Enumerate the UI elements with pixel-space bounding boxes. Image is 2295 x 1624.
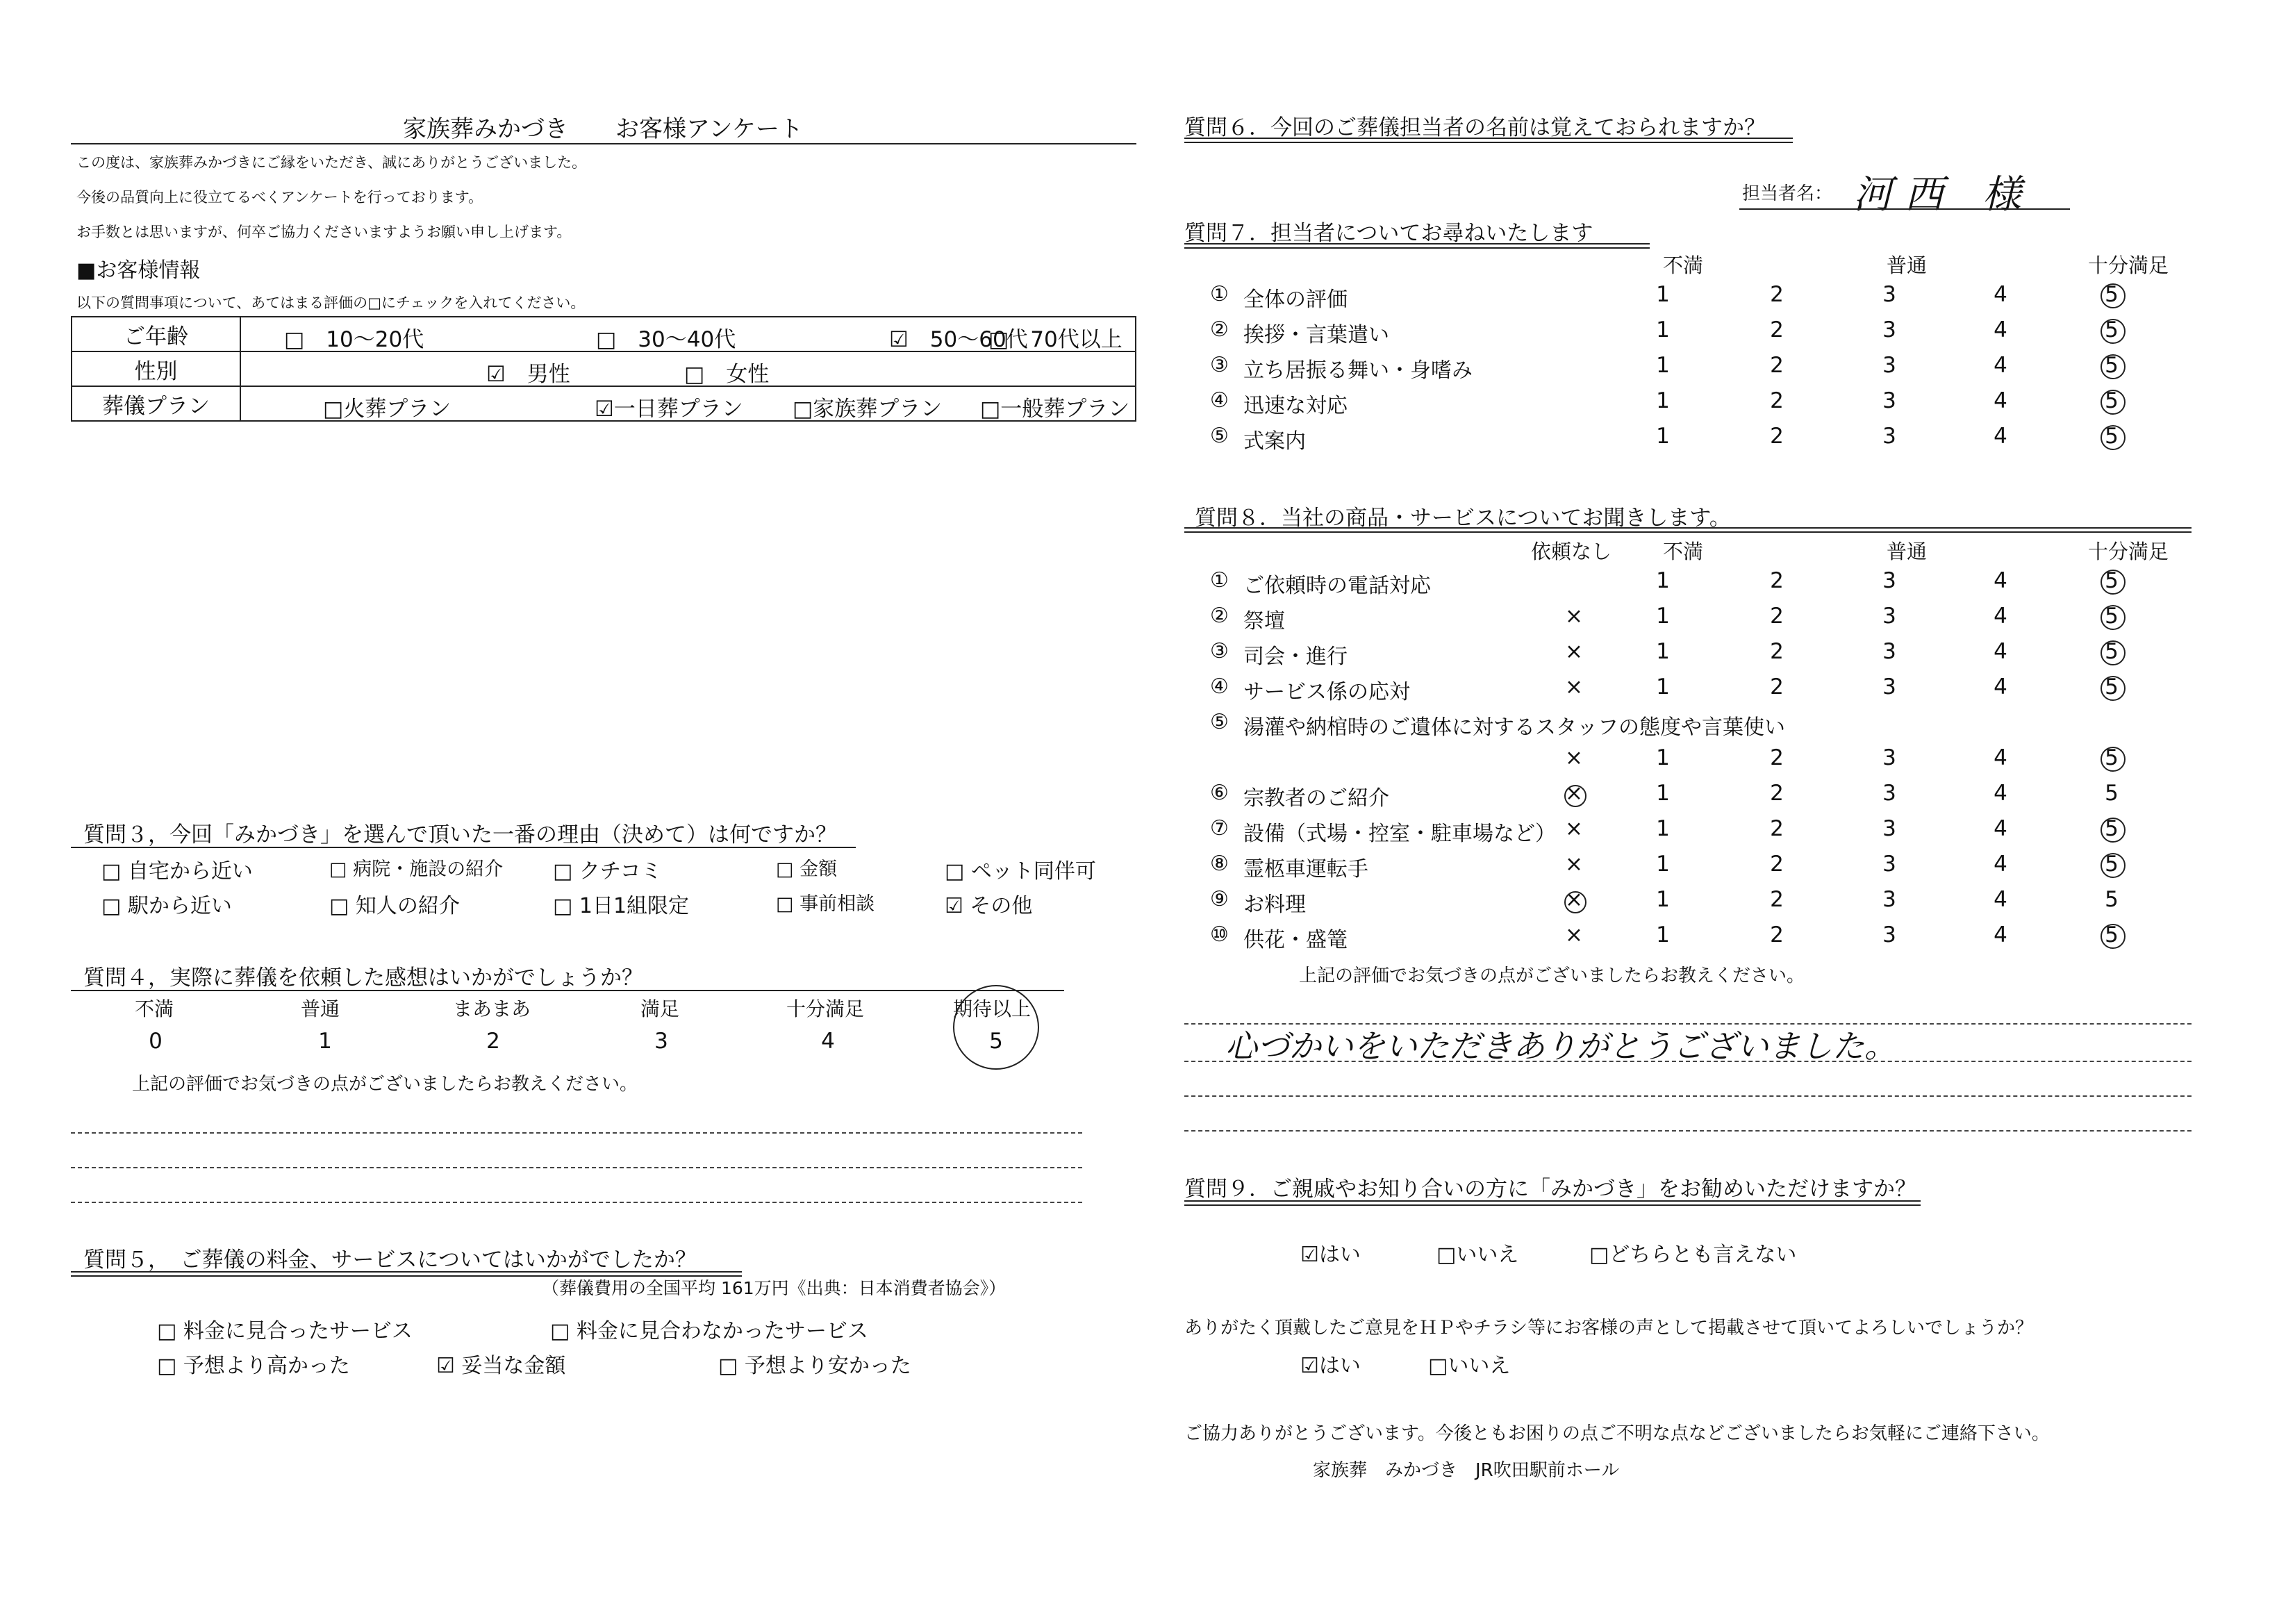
score-2[interactable]: 2 [1770, 388, 1784, 413]
item-number: ③ [1210, 639, 1229, 663]
q4-label-4: 十分満足 [786, 997, 865, 1020]
item-number: ③ [1210, 353, 1229, 377]
staff-name-value[interactable]: 河 西 様 [1853, 172, 2021, 217]
q8-note: 上記の評価でお気づきの点がございましたらお教えください。 [1299, 966, 1805, 986]
score-4[interactable]: 4 [1994, 745, 2007, 770]
score-4[interactable]: 4 [1994, 388, 2007, 413]
q4-label-0: 不満 [135, 997, 174, 1020]
no-request-mark[interactable]: × [1565, 781, 1583, 806]
q8-head-bad: 不満 [1663, 540, 1704, 563]
score-5[interactable]: 5 [2105, 639, 2119, 664]
item-number: ② [1210, 604, 1229, 628]
score-2[interactable]: 2 [1770, 353, 1784, 378]
plan-label: 葬儀プラン [72, 386, 240, 421]
publish-question: ありがたく頂戴したご意見をＨＰやチラシ等にお客様の声として掲載させて頂いてよろしいでしょうか？ [1184, 1318, 2034, 1339]
score-3[interactable]: 3 [1882, 816, 1896, 841]
q4-label-2: まあまあ [453, 997, 531, 1020]
score-5[interactable]: 5 [2105, 282, 2119, 307]
score-1[interactable]: 1 [1656, 852, 1670, 877]
item-label: 祭壇 [1243, 609, 1285, 633]
q8-comment-line-2 [1184, 1061, 2192, 1062]
score-4[interactable]: 4 [1994, 639, 2007, 664]
score-3[interactable]: 3 [1882, 887, 1896, 912]
q8-question: 質問８．当社の商品・サービスについてお聞きします。 [1195, 506, 1731, 531]
selected-score-circle [2101, 354, 2126, 379]
q5-subnote: （葬儀費用の全国平均 161万円《出典：日本消費者協会》） [542, 1278, 1006, 1298]
q7-head-normal: 普通 [1887, 254, 1928, 277]
score-3[interactable]: 3 [1882, 568, 1896, 593]
score-3[interactable]: 3 [1882, 604, 1896, 629]
score-2[interactable]: 2 [1770, 317, 1784, 342]
score-3[interactable]: 3 [1882, 317, 1896, 342]
score-5[interactable]: 5 [2105, 568, 2119, 593]
publish-option-no[interactable]: □いいえ [1428, 1354, 1511, 1378]
q4-note: 上記の評価でお気づきの点がございましたらお教えください。 [132, 1074, 638, 1095]
q3-option-hospital[interactable]: □ 病院・施設の紹介 [329, 859, 504, 880]
score-3[interactable]: 3 [1882, 388, 1896, 413]
score-4[interactable]: 4 [1994, 816, 2007, 841]
no-request-mark[interactable]: × [1565, 674, 1583, 699]
q4-score-4[interactable]: 4 [821, 1029, 835, 1054]
score-3[interactable]: 3 [1882, 745, 1896, 770]
q3-option-consult[interactable]: □ 事前相談 [776, 893, 875, 915]
q9-option-yes[interactable]: ☑はい [1300, 1243, 1361, 1267]
score-1[interactable]: 1 [1656, 922, 1670, 947]
q6-underline [1184, 138, 1793, 143]
q8-head-best: 十分満足 [2088, 540, 2169, 563]
customer-info-table [71, 316, 1136, 422]
q4-label-5: 期待以上 [953, 997, 1031, 1020]
footer-thanks: ご協力ありがとうございます。今後ともお困りの点ご不明な点などございましたらお気軽にご連絡下さい。 [1184, 1423, 2050, 1444]
score-2[interactable]: 2 [1770, 816, 1784, 841]
q9-underline [1184, 1200, 1921, 1206]
intro-line-1: この度は、家族葬みかづきにご縁をいただき、誠にありがとうございました。 [76, 154, 587, 171]
item-label: 湯灌や納棺時のご遺体に対するスタッフの態度や言葉使い [1243, 715, 1785, 740]
score-4[interactable]: 4 [1994, 852, 2007, 877]
plan-option-general[interactable]: □一般葬プラン [980, 397, 1130, 422]
item-number: ④ [1210, 674, 1229, 699]
score-1[interactable]: 1 [1656, 424, 1670, 449]
score-1[interactable]: 1 [1656, 639, 1670, 664]
score-4[interactable]: 4 [1994, 781, 2007, 806]
item-number: ⑤ [1210, 424, 1229, 448]
footer-org: 家族葬 みかづき JR吹田駅前ホール [1313, 1460, 1620, 1481]
page-title: 家族葬みかづき お客様アンケート [403, 115, 803, 143]
item-label: サービス係の応対 [1243, 680, 1410, 704]
score-1[interactable]: 1 [1656, 745, 1670, 770]
selected-score-circle [2101, 570, 2126, 595]
q4-score-0[interactable]: 0 [149, 1029, 163, 1054]
title-underline [71, 143, 1136, 144]
q5-question: 質問５， ご葬儀の料金、サービスについてはいかがでしたか？ [83, 1248, 697, 1273]
score-2[interactable]: 2 [1770, 922, 1784, 947]
score-4[interactable]: 4 [1994, 317, 2007, 342]
score-4[interactable]: 4 [1994, 604, 2007, 629]
q3-question: 質問３，今回「みかづき」を選んで頂いた一番の理由（決めて）は何ですか？ [83, 822, 837, 847]
score-5[interactable]: 5 [2105, 922, 2119, 947]
q7-head-best: 十分満足 [2088, 254, 2169, 277]
score-2[interactable]: 2 [1770, 424, 1784, 449]
q3-option-one-group[interactable]: □ 1日1組限定 [553, 894, 690, 918]
score-2[interactable]: 2 [1770, 887, 1784, 912]
gender-option-male[interactable]: ☑ 男性 [486, 362, 570, 387]
q8-head-normal: 普通 [1887, 540, 1928, 563]
score-5[interactable]: 5 [2105, 781, 2119, 806]
score-3[interactable]: 3 [1882, 852, 1896, 877]
score-3[interactable]: 3 [1882, 781, 1896, 806]
score-2[interactable]: 2 [1770, 604, 1784, 629]
q8-underline [1184, 527, 2192, 533]
q4-selected-circle [953, 985, 1039, 1070]
no-request-mark[interactable]: × [1565, 922, 1583, 947]
plan-row [72, 386, 1136, 421]
score-1[interactable]: 1 [1656, 317, 1670, 342]
customer-instruction: 以下の質問事項について、あてはまる評価の□にチェックを入れてください。 [76, 295, 586, 311]
item-label: 宗教者のご紹介 [1243, 786, 1389, 811]
score-3[interactable]: 3 [1882, 282, 1896, 307]
item-label: 司会・進行 [1243, 645, 1348, 669]
q5-option-lower[interactable]: □ 予想より安かった [718, 1354, 911, 1378]
intro-line-3: お手数とは思いますが、何卒ご協力くださいますようお願い申し上げます。 [76, 224, 572, 240]
score-3[interactable]: 3 [1882, 674, 1896, 699]
staff-name-label: 担当者名： [1742, 183, 1833, 204]
q4-comment-line-1 [71, 1132, 1082, 1134]
item-number: ⑤ [1210, 710, 1229, 734]
score-5[interactable]: 5 [2105, 388, 2119, 413]
score-2[interactable]: 2 [1770, 674, 1784, 699]
score-4[interactable]: 4 [1994, 353, 2007, 378]
gender-row [72, 351, 1136, 386]
score-4[interactable]: 4 [1994, 568, 2007, 593]
q4-comment-line-3 [71, 1202, 1082, 1203]
score-4[interactable]: 4 [1994, 282, 2007, 307]
score-5[interactable]: 5 [2105, 353, 2119, 378]
score-2[interactable]: 2 [1770, 745, 1784, 770]
item-label: 式案内 [1243, 429, 1306, 454]
score-1[interactable]: 1 [1656, 816, 1670, 841]
score-1[interactable]: 1 [1656, 568, 1670, 593]
age-option-50-60[interactable]: ☑ 50～60代 [889, 327, 1028, 352]
score-1[interactable]: 1 [1656, 353, 1670, 378]
q4-score-1[interactable]: 1 [318, 1029, 332, 1054]
no-request-mark[interactable]: × [1565, 887, 1583, 912]
q5-option-unfair-service[interactable]: □ 料金に見合わなかったサービス [550, 1319, 868, 1343]
q7-question: 質問７．担当者についてお尋ねいたします [1184, 221, 1593, 246]
selected-score-circle [2101, 319, 2126, 344]
score-2[interactable]: 2 [1770, 781, 1784, 806]
gender-label: 性別 [72, 351, 240, 386]
q4-score-2[interactable]: 2 [486, 1029, 500, 1054]
q3-option-word-of-mouth[interactable]: □ クチコミ [553, 859, 662, 884]
item-label: 立ち居振る舞い・身嗜み [1243, 358, 1473, 383]
score-5[interactable]: 5 [2105, 424, 2119, 449]
selected-score-circle [2101, 425, 2126, 450]
score-3[interactable]: 3 [1882, 424, 1896, 449]
q3-option-station[interactable]: □ 駅から近い [101, 894, 232, 918]
gender-option-female[interactable]: □ 女性 [684, 362, 770, 387]
score-2[interactable]: 2 [1770, 282, 1784, 307]
q8-comment-text[interactable]: 心づかいをいただきありがとうございました。 [1225, 1027, 1896, 1065]
selected-score-circle [2101, 924, 2126, 949]
item-number: ④ [1210, 388, 1229, 413]
item-number: ⑧ [1210, 852, 1229, 876]
q9-question: 質問９．ご親戚やお知り合いの方に「みかづき」をお勧めいただけますか？ [1184, 1177, 1916, 1202]
item-label: 設備（式場・控室・駐車場など） [1243, 822, 1556, 846]
score-5[interactable]: 5 [2105, 816, 2119, 841]
customer-heading: ■お客様情報 [76, 258, 201, 283]
q8-comment-line-4 [1184, 1130, 2192, 1132]
no-request-circle [1564, 785, 1586, 807]
item-number: ⑦ [1210, 816, 1229, 840]
selected-score-circle [2101, 818, 2126, 843]
score-4[interactable]: 4 [1994, 922, 2007, 947]
q4-score-5[interactable]: 5 [989, 1029, 1003, 1054]
score-1[interactable]: 1 [1656, 781, 1670, 806]
item-number: ⑥ [1210, 781, 1229, 805]
selected-score-circle [2101, 390, 2126, 415]
score-1[interactable]: 1 [1656, 887, 1670, 912]
q9-option-neither[interactable]: □どちらとも言えない [1589, 1243, 1797, 1267]
q6-question: 質問６．今回のご葬儀担当者の名前は覚えておられますか？ [1184, 115, 1766, 140]
item-label: ご依頼時の電話対応 [1243, 574, 1431, 598]
score-3[interactable]: 3 [1882, 922, 1896, 947]
q4-question: 質問４，実際に葬儀を依頼した感想はいかがでしょうか？ [83, 966, 643, 991]
q3-option-home[interactable]: □ 自宅から近い [101, 859, 253, 884]
score-1[interactable]: 1 [1656, 674, 1670, 699]
q9-option-no[interactable]: □いいえ [1436, 1243, 1519, 1267]
plan-option-family[interactable]: □家族葬プラン [793, 397, 943, 422]
item-number: ① [1210, 282, 1229, 306]
q5-option-reasonable[interactable]: ☑ 妥当な金額 [436, 1354, 566, 1378]
q7-underline [1184, 243, 1650, 249]
score-5[interactable]: 5 [2105, 887, 2119, 912]
selected-score-circle [2101, 640, 2126, 665]
score-5[interactable]: 5 [2105, 604, 2119, 629]
q3-option-pet[interactable]: □ ペット同伴可 [945, 859, 1096, 884]
plan-option-one-day[interactable]: ☑一日葬プラン [595, 397, 743, 422]
item-number: ② [1210, 317, 1229, 342]
score-1[interactable]: 1 [1656, 282, 1670, 307]
score-4[interactable]: 4 [1994, 887, 2007, 912]
score-5[interactable]: 5 [2105, 674, 2119, 699]
item-label: お料理 [1243, 893, 1306, 917]
plan-option-cremation[interactable]: □火葬プラン [323, 397, 451, 422]
score-1[interactable]: 1 [1656, 604, 1670, 629]
q3-option-price[interactable]: □ 金額 [776, 859, 838, 880]
selected-score-circle [2101, 747, 2126, 772]
q8-comment-line-3 [1184, 1095, 2192, 1097]
score-2[interactable]: 2 [1770, 568, 1784, 593]
q4-label-1: 普通 [301, 997, 340, 1020]
age-option-10-20[interactable]: □ 10～20代 [284, 327, 424, 352]
no-request-mark[interactable]: × [1565, 639, 1583, 664]
selected-score-circle [2101, 283, 2126, 308]
no-request-mark[interactable]: × [1565, 604, 1583, 629]
no-request-mark[interactable]: × [1565, 852, 1583, 877]
item-label: 供花・盛篭 [1243, 928, 1348, 952]
no-request-mark[interactable]: × [1565, 745, 1583, 770]
item-label: 全体の評価 [1243, 288, 1348, 312]
score-2[interactable]: 2 [1770, 852, 1784, 877]
item-label: 迅速な対応 [1243, 394, 1348, 418]
score-4[interactable]: 4 [1994, 674, 2007, 699]
age-option-30-40[interactable]: □ 30～40代 [596, 327, 736, 352]
q4-label-3: 満足 [640, 997, 680, 1020]
selected-score-circle [2101, 676, 2126, 701]
q5-option-fair-service[interactable]: □ 料金に見合ったサービス [157, 1319, 413, 1343]
score-1[interactable]: 1 [1656, 388, 1670, 413]
intro-line-2: 今後の品質向上に役立てるべくアンケートを行っております。 [76, 189, 483, 206]
item-number: ⑩ [1210, 922, 1229, 947]
item-label: 霊柩車運転手 [1243, 857, 1368, 881]
no-request-circle [1564, 891, 1586, 913]
age-row [72, 317, 1136, 351]
q3-option-acquaintance[interactable]: □ 知人の紹介 [329, 894, 460, 918]
score-5[interactable]: 5 [2105, 317, 2119, 342]
selected-score-circle [2101, 853, 2126, 878]
staff-name-underline [1739, 208, 2070, 210]
q7-head-bad: 不満 [1663, 254, 1704, 277]
q5-option-higher[interactable]: □ 予想より高かった [157, 1354, 350, 1378]
item-label: 挨拶・言葉遣い [1243, 323, 1389, 347]
q3-option-other[interactable]: ☑ その他 [945, 894, 1033, 918]
q4-score-3[interactable]: 3 [654, 1029, 668, 1054]
item-number: ⑨ [1210, 887, 1229, 911]
no-request-mark[interactable]: × [1565, 816, 1583, 841]
q4-underline [71, 990, 1064, 991]
age-option-70plus[interactable]: □ 70代以上 [988, 327, 1122, 352]
q4-comment-line-2 [71, 1167, 1082, 1168]
score-5[interactable]: 5 [2105, 745, 2119, 770]
score-2[interactable]: 2 [1770, 639, 1784, 664]
selected-score-circle [2101, 605, 2126, 630]
q3-underline [71, 847, 856, 848]
q8-head-none: 依頼なし [1531, 540, 1612, 563]
score-5[interactable]: 5 [2105, 852, 2119, 877]
score-4[interactable]: 4 [1994, 424, 2007, 449]
publish-option-yes[interactable]: ☑はい [1300, 1354, 1361, 1378]
age-label: ご年齢 [72, 317, 240, 351]
item-number: ① [1210, 568, 1229, 593]
score-3[interactable]: 3 [1882, 639, 1896, 664]
score-3[interactable]: 3 [1882, 353, 1896, 378]
